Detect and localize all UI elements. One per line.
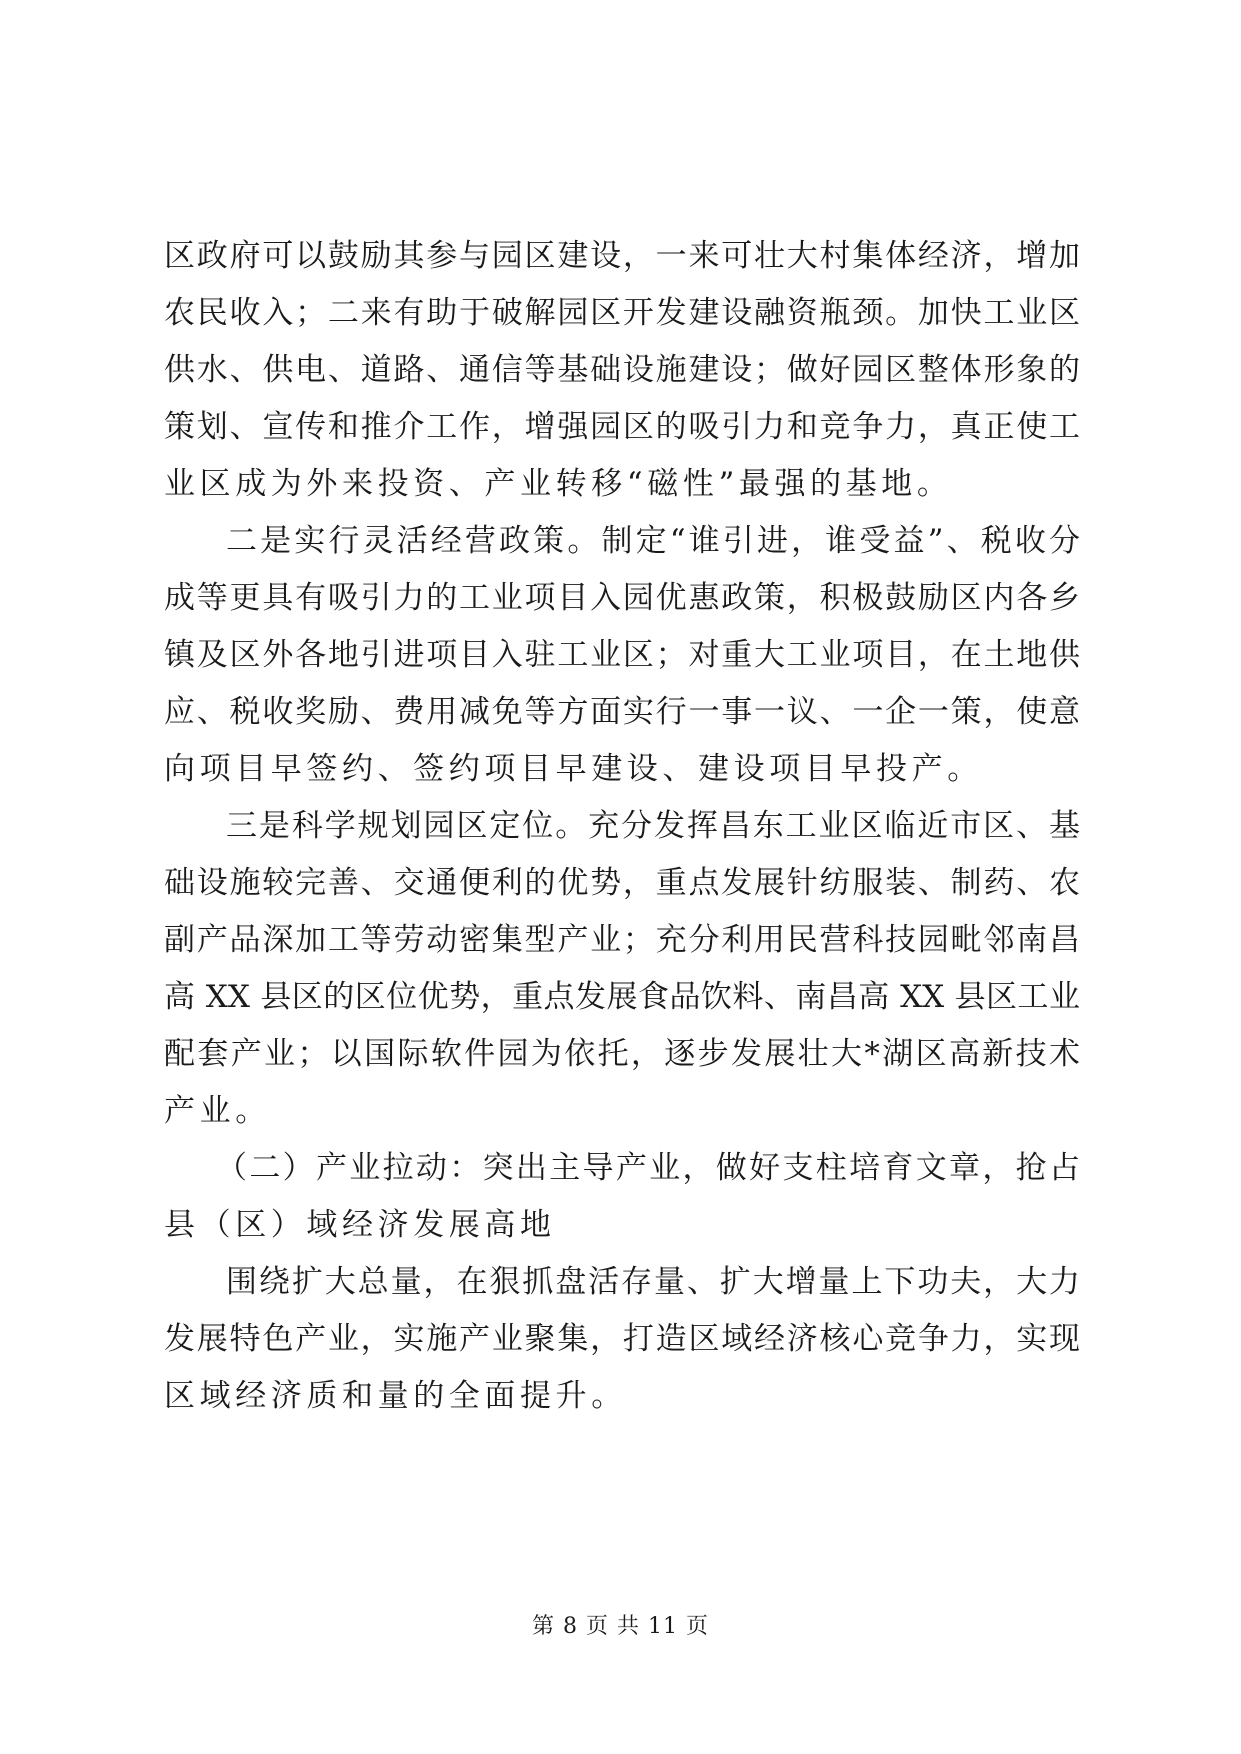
text-line: 高 XX 县区的区位优势，重点发展食品饮料、南昌高 XX 县区工业 — [164, 979, 1080, 1015]
paragraph-first-line: 围绕扩大总量，在狠抓盘活存量、扩大增量上下功夫，大力 — [226, 1264, 1080, 1300]
text-line: 配套产业；以国际软件园为依托，逐步发展壮大*湖区高新技术 — [164, 1036, 1080, 1072]
text-line: 向项目早签约、签约项目早建设、建设项目早投产。 — [164, 751, 983, 787]
paragraph-first-line: 二是实行灵活经营政策。制定“谁引进，谁受益”、税收分 — [226, 523, 1080, 559]
text-line: 应、税收奖励、费用减免等方面实行一事一议、一企一策，使意 — [164, 694, 1080, 730]
section-heading-line: （二）产业拉动：突出主导产业，做好支柱培育文章，抢占 — [216, 1150, 1080, 1186]
text-line: 业区成为外来投资、产业转移“磁性”最强的基地。 — [164, 466, 953, 502]
page-footer: 第 8 页 共 11 页 — [532, 1614, 709, 1639]
text-line: 产业。 — [164, 1093, 271, 1129]
text-line: 策划、宣传和推介工作，增强园区的吸引力和竞争力，真正使工 — [164, 409, 1080, 445]
text-line: 区域经济质和量的全面提升。 — [164, 1378, 627, 1414]
text-line: 镇及区外各地引进项目入驻工业区；对重大工业项目，在土地供 — [164, 637, 1080, 673]
paragraph-first-line: 三是科学规划园区定位。充分发挥昌东工业区临近市区、基 — [226, 808, 1080, 844]
text-line: 础设施较完善、交通便利的优势，重点发展针纺服装、制药、农 — [164, 865, 1080, 901]
text-line: 农民收入；二来有助于破解园区开发建设融资瓶颈。加快工业区 — [164, 295, 1080, 331]
text-line: 区政府可以鼓励其参与园区建设，一来可壮大村集体经济，增加 — [164, 238, 1080, 274]
text-line: 副产品深加工等劳动密集型产业；充分利用民营科技园毗邻南昌 — [164, 922, 1080, 958]
section-heading-line: 县（区）域经济发展高地 — [164, 1207, 556, 1243]
text-line: 发展特色产业，实施产业聚集，打造区域经济核心竞争力，实现 — [164, 1321, 1080, 1357]
text-line: 供水、供电、道路、通信等基础设施建设；做好园区整体形象的 — [164, 352, 1080, 388]
text-line: 成等更具有吸引力的工业项目入园优惠政策，积极鼓励区内各乡 — [164, 580, 1080, 616]
